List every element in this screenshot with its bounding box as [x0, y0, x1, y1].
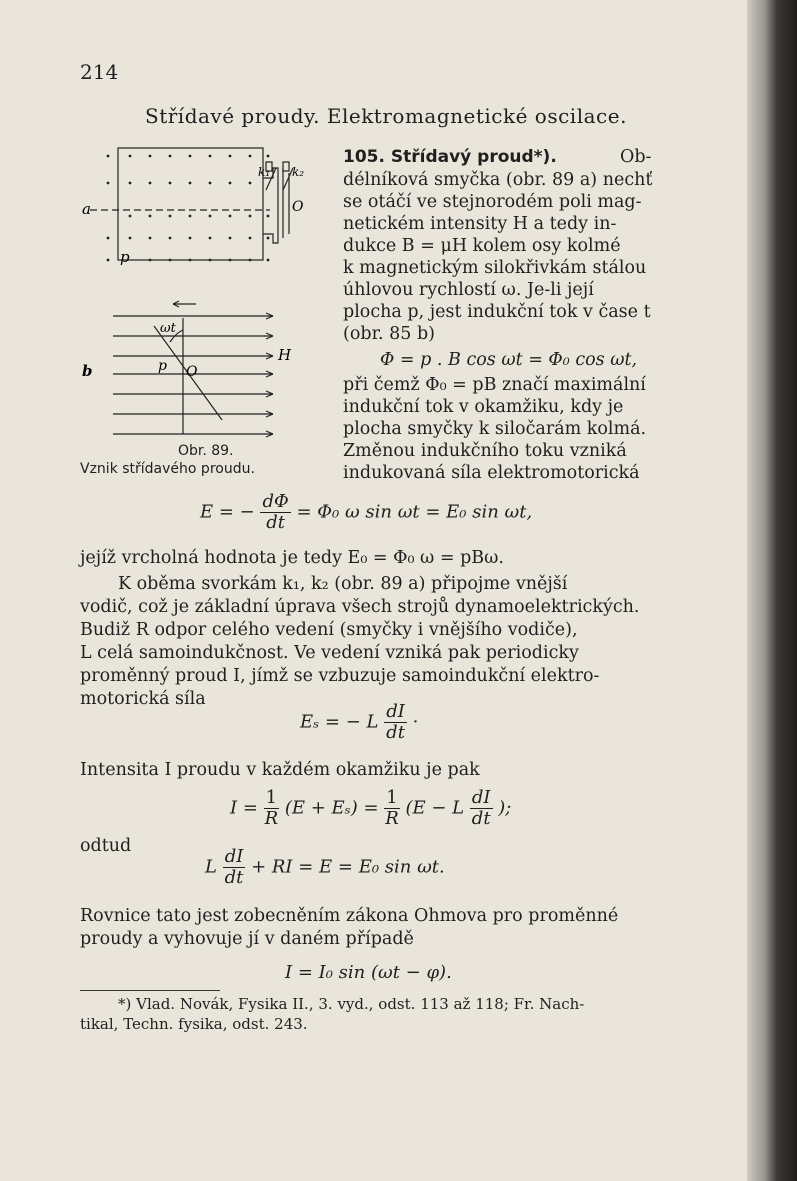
eq4-lhs: L [205, 856, 217, 878]
eq3-close: ); [498, 797, 512, 819]
column-line: při čemž Φ₀ = pB značí maximální [343, 375, 646, 395]
label-omega-t: ωt [160, 321, 176, 336]
label-o-bottom: O [186, 364, 198, 380]
label-p-top: p [120, 248, 130, 266]
eq1-lhs: E = − [200, 501, 255, 523]
label-h: H [278, 346, 292, 364]
body-line: proměnný proud I, jímž se vzbuzuje samoindukční elektro- [80, 666, 600, 686]
eq3-frac2 [384, 788, 399, 829]
eq4-num: dI [224, 846, 244, 867]
page-edge-shadow [747, 0, 797, 1181]
page-number: 214 [80, 60, 119, 84]
eq3-d1: R [264, 807, 279, 829]
label-b: b [82, 362, 93, 380]
column-line: Změnou indukčního toku vzniká [343, 441, 627, 461]
eq2-tail: · [412, 711, 419, 733]
eq3-d3: dt [471, 807, 491, 829]
eq3-n3: dI [471, 787, 491, 808]
label-p-bottom: p [158, 358, 167, 374]
footnote-line: tikal, Techn. fysika, odst. 243. [80, 1015, 308, 1033]
equation-self-induction [300, 702, 418, 743]
eq2-fraction [384, 702, 407, 743]
eq1-den: dt [266, 511, 285, 533]
footnote-rule [80, 990, 220, 991]
eq3-n2: 1 [386, 787, 398, 808]
eq3-frac1 [264, 788, 279, 829]
column-line: Ob- [620, 147, 652, 167]
running-head: Střídavé proudy. Elektromagnetické oscilace. [145, 104, 627, 128]
equation-solution: I = I₀ sin (ωt − φ). [285, 962, 452, 983]
column-line: délníková smyčka (obr. 89 a) nechť [343, 170, 653, 190]
eq3-mid: (E + Eₛ) = [284, 797, 379, 819]
eq3-open: (E − L [405, 797, 465, 819]
column-line: plocha p, jest indukční tok v čase t [343, 302, 651, 322]
label-o-top: O [292, 199, 304, 215]
equation-emf [200, 492, 532, 533]
eq1-num: dΦ [262, 491, 289, 512]
closing-line: Rovnice tato jest zobecněním zákona Ohmova pro proměnné [80, 906, 619, 926]
body-line: motorická síla [80, 689, 206, 709]
label-k1: k₁ [258, 165, 271, 179]
label-k2: k₂ [292, 165, 305, 179]
column-line: úhlovou rychlostí ω. Je-li její [343, 280, 594, 300]
body-line: vodič, což je základní úprava všech strojů dynamoelektrických. [80, 597, 640, 617]
eq3-d2: R [385, 807, 399, 829]
eq4-den: dt [224, 866, 244, 888]
flux-equation: Φ = p . B cos ωt = Φ₀ cos ωt, [380, 350, 638, 370]
eq1-fraction [260, 492, 290, 533]
figure-caption-title: Vznik střídavého proudu. [80, 461, 255, 477]
eq4-fraction [223, 847, 246, 888]
body-line: L celá samoindukčnost. Ve vedení vzniká pak periodicky [80, 643, 579, 663]
body-line: K oběma svorkám k₁, k₂ (obr. 89 a) připojme vnější [118, 574, 568, 594]
column-line: plocha smyčky k siločarám kolmá. [343, 419, 647, 439]
figure-caption-number: Obr. 89. [178, 443, 234, 459]
body-line: jejíž vrcholná hodnota je tedy E₀ = Φ₀ ω = pBω. [80, 548, 504, 568]
intensity-line: Intensita I proudu v každém okamžiku je pak [80, 760, 480, 780]
column-line: indukční tok v okamžiku, kdy je [343, 397, 624, 417]
column-line: (obr. 85 b) [343, 324, 435, 344]
section-title: 105. Střídavý proud*). [343, 147, 557, 167]
eq1-rhs: = Φ₀ ω sin ωt = E₀ sin ωt, [296, 501, 533, 523]
equation-current [230, 788, 511, 829]
eq3-frac3 [470, 788, 493, 829]
eq3-n1: 1 [265, 787, 278, 808]
label-a: a [82, 200, 91, 218]
equation-circuit [205, 847, 445, 888]
eq4-rhs: + RI = E = E₀ sin ωt. [251, 856, 445, 878]
column-line: dukce B = μH kolem osy kolmé [343, 236, 621, 256]
column-line: indukovaná síla elektromotorická [343, 463, 640, 483]
column-line: k magnetickým silokřivkám stálou [343, 258, 647, 278]
eq2-den: dt [386, 721, 405, 743]
column-line: netickém intensity H a tedy in- [343, 214, 617, 234]
odtud-label: odtud [80, 836, 132, 856]
eq3-lhs: I = [230, 797, 258, 819]
closing-line: proudy a vyhovuje jí v daném případě [80, 929, 414, 949]
column-line: se otáčí ve stejnorodém poli mag- [343, 192, 642, 212]
body-line: Budiž R odpor celého vedení (smyčky i vnějšího vodiče), [80, 620, 578, 640]
eq2-num: dI [386, 701, 405, 722]
eq2-lhs: Eₛ = − L [300, 711, 379, 733]
figure-89 [78, 138, 328, 478]
footnote-line: *) Vlad. Novák, Fysika II., 3. vyd., odst. 113 až 118; Fr. Nach- [118, 995, 585, 1013]
